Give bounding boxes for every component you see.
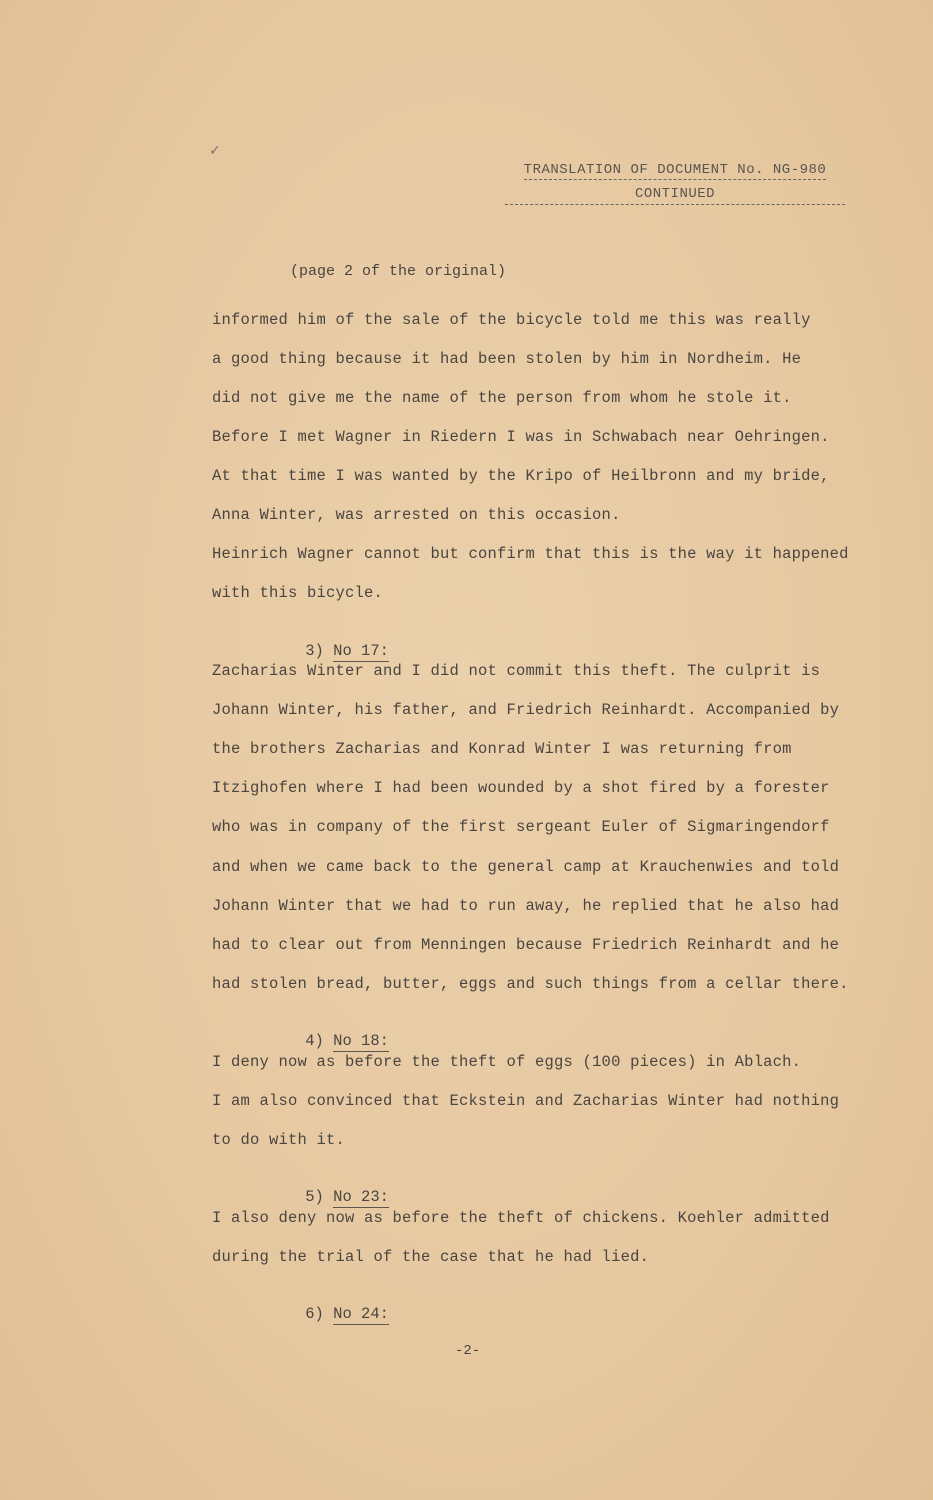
text-line: I also deny now as before the theft of chickens. Koehler admitted: [212, 1209, 830, 1227]
item-number: 4): [305, 1032, 324, 1050]
page-number: -2-: [455, 1343, 481, 1359]
text-line: Itzighofen where I had been wounded by a shot fired by a forester: [212, 779, 830, 797]
header-title: TRANSLATION OF DOCUMENT No. NG-980: [523, 162, 827, 178]
item-number: 6): [305, 1305, 324, 1323]
header-continued: CONTINUED: [505, 186, 845, 205]
text-line: a good thing because it had been stolen by him in Nordheim. He: [212, 350, 802, 368]
text-line: Heinrich Wagner cannot but confirm that this is the way it happened: [212, 545, 849, 563]
text-line: during the trial of the case that he had lied.: [212, 1248, 650, 1266]
text-line: Zacharias Winter and I did not commit this theft. The culprit is: [212, 662, 821, 680]
item-heading: [268, 1287, 389, 1341]
check-mark-icon: ✓: [210, 142, 220, 160]
text-line: did not give me the name of the person from whom he stole it.: [212, 389, 792, 407]
text-line: and when we came back to the general camp at Krauchenwies and told: [212, 858, 840, 876]
text-line: Anna Winter, was arrested on this occasion.: [212, 506, 621, 524]
text-line: the brothers Zacharias and Konrad Winter I was returning from: [212, 740, 792, 758]
item-label: No 18:: [333, 1032, 389, 1050]
text-line: informed him of the sale of the bicycle told me this was really: [212, 311, 811, 329]
item-number: 5): [305, 1188, 324, 1206]
item-label: No 23:: [333, 1188, 389, 1206]
text-line: had stolen bread, butter, eggs and such things from a cellar there.: [212, 975, 849, 993]
text-line: who was in company of the first sergeant Euler of Sigmaringendorf: [212, 818, 830, 836]
item-label: No 17:: [333, 642, 389, 660]
text-line: to do with it.: [212, 1131, 346, 1149]
item-number: 3): [305, 642, 324, 660]
text-line: Johann Winter, his father, and Friedrich Reinhardt. Accompanied by: [212, 701, 840, 719]
page-subtitle: (page 2 of the original): [290, 263, 507, 280]
text-line: I deny now as before the theft of eggs (100 pieces) in Ablach.: [212, 1053, 802, 1071]
text-line: Johann Winter that we had to run away, he replied that he also had: [212, 897, 840, 915]
item-label: No 24:: [333, 1305, 389, 1323]
text-line: Before I met Wagner in Riedern I was in Schwabach near Oehringen.: [212, 428, 830, 446]
text-line: I am also convinced that Eckstein and Zacharias Winter had nothing: [212, 1092, 840, 1110]
text-line: had to clear out from Menningen because Friedrich Reinhardt and he: [212, 936, 840, 954]
document-header: [505, 162, 845, 205]
text-line: with this bicycle.: [212, 584, 384, 602]
text-line: At that time I was wanted by the Kripo of Heilbronn and my bride,: [212, 467, 830, 485]
